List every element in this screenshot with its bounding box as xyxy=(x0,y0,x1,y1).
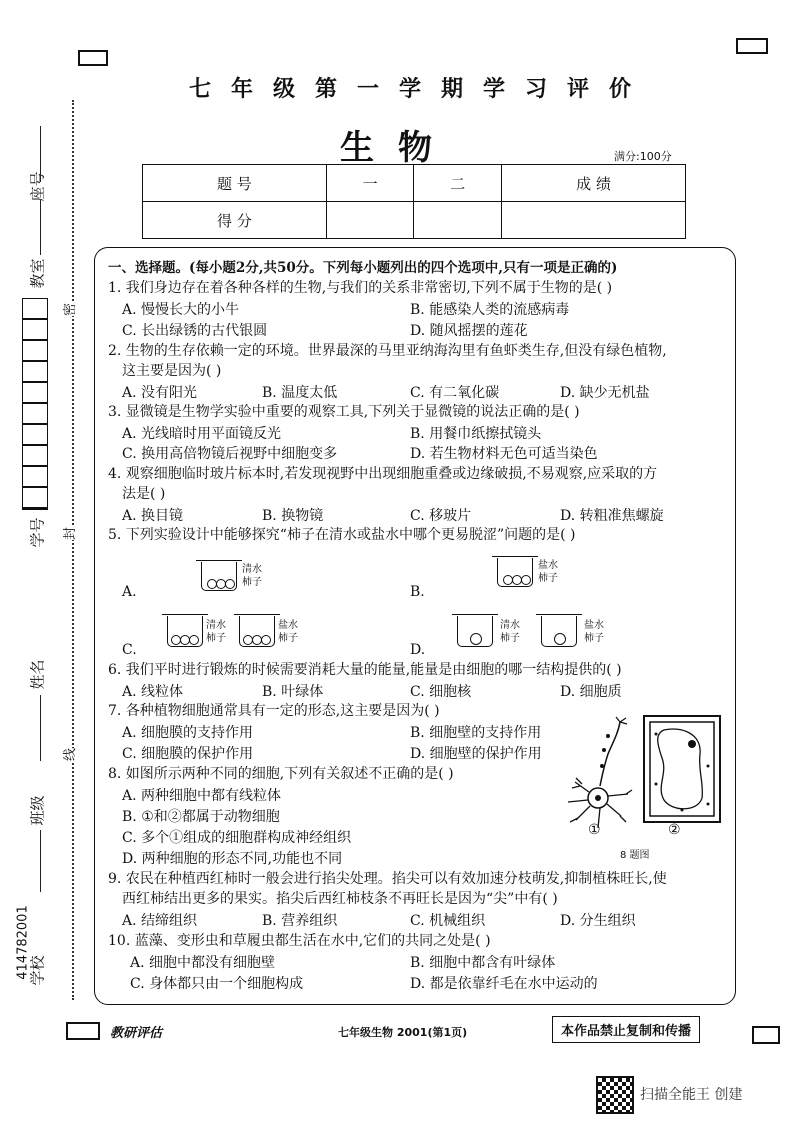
student-id-label: 学号 xyxy=(28,517,47,548)
q5-option-a[interactable]: A. xyxy=(122,584,137,600)
q9-option-b[interactable]: B. 营养组织 xyxy=(262,913,338,929)
school-label: 学校 xyxy=(28,955,47,986)
q4-stem: 4. 观察细胞临时玻片标本时,若发现视野中出现细胞重叠或边缘破损,不易观察,应采取的方 xyxy=(108,466,658,482)
q5b-label-salt: 盐水 xyxy=(538,560,558,571)
scanner-watermark: 扫描全能王 创建 xyxy=(640,1087,743,1103)
q8-figure-label-1: ① xyxy=(588,822,601,838)
score-table-cell: 二 xyxy=(414,165,502,202)
corner-box-bottom-left xyxy=(66,1022,100,1040)
corner-box-top-right xyxy=(736,38,768,54)
q2-stem-cont: 这主要是因为( ) xyxy=(122,363,222,379)
q5-figure-a xyxy=(196,560,276,594)
exam-code: 414782001 xyxy=(15,905,31,980)
score-table-cell: 成 绩 xyxy=(502,165,686,202)
q10-option-b[interactable]: B. 细胞中都含有叶绿体 xyxy=(410,955,556,971)
q9-stem-cont: 西红柿结出更多的果实。掐尖后西红柿枝条不再旺长是因为“尖”中有( ) xyxy=(122,891,558,907)
q5-figure-c xyxy=(162,614,312,654)
seal-mark-3: 线 xyxy=(59,748,78,761)
q5-figure-b xyxy=(492,556,572,590)
q3-option-a[interactable]: A. 光线暗时用平面镜反光 xyxy=(122,426,282,442)
classroom-label: 教室 xyxy=(28,258,47,289)
q3-option-c[interactable]: C. 换用高倍物镜后视野中细胞变多 xyxy=(122,446,338,462)
q5d-label-persimmon: 柿子 xyxy=(500,633,520,644)
footer-page-info: 七年级生物 2001(第1页) xyxy=(338,1026,468,1039)
q7-stem: 7. 各种植物细胞通常具有一定的形态,这主要是因为( ) xyxy=(108,703,440,719)
q3-stem: 3. 显微镜是生物学实验中重要的观察工具,下列关于显微镜的说法正确的是( ) xyxy=(108,404,580,420)
copyright-notice: 本作品禁止复制和传播 xyxy=(552,1016,700,1043)
class-label: 班级 xyxy=(28,795,47,826)
q5c-label-salt: 盐水 xyxy=(278,620,298,631)
q5a-label-water: 清水 xyxy=(242,564,262,575)
q6-stem: 6. 我们平时进行锻炼的时候需要消耗大量的能量,能量是由细胞的哪一结构提供的( ) xyxy=(108,662,622,678)
q5-option-c[interactable]: C. xyxy=(122,642,137,658)
q5c-label-persimmon: 柿子 xyxy=(206,633,226,644)
q1-option-d[interactable]: D. 随风摇摆的莲花 xyxy=(410,323,528,339)
q4-option-c[interactable]: C. 移玻片 xyxy=(410,508,472,524)
q8-figure xyxy=(560,714,730,864)
q6-option-b[interactable]: B. 叶绿体 xyxy=(262,684,324,700)
score-input-cell[interactable] xyxy=(502,202,686,239)
q9-stem: 9. 农民在种植西红柿时一般会进行掐尖处理。掐尖可以有效加速分枝萌发,抑制植株旺长,使 xyxy=(108,871,667,887)
q9-option-d[interactable]: D. 分生组织 xyxy=(560,913,636,929)
q5c-label-water: 清水 xyxy=(206,620,226,631)
q5-option-b[interactable]: B. xyxy=(410,584,425,600)
q9-option-c[interactable]: C. 机械组织 xyxy=(410,913,486,929)
q10-stem: 10. 蓝藻、变形虫和草履虫都生活在水中,它们的共同之处是( ) xyxy=(108,933,491,949)
q4-option-d[interactable]: D. 转粗准焦螺旋 xyxy=(560,508,664,524)
seal-line xyxy=(72,100,74,1000)
seat-no-line xyxy=(40,126,41,182)
seat-no-label: 座号 xyxy=(28,171,47,202)
q5-stem: 5. 下列实验设计中能够探究“柿子在清水或盐水中哪个更易脱涩”问题的是( ) xyxy=(108,527,576,543)
q1-option-b[interactable]: B. 能感染人类的流感病毒 xyxy=(410,302,570,318)
name-line xyxy=(40,695,41,761)
plant-cell-icon xyxy=(642,714,722,826)
q10-option-c[interactable]: C. 身体都只由一个细胞构成 xyxy=(130,976,304,992)
q10-option-d[interactable]: D. 都是依靠纤毛在水中运动的 xyxy=(410,976,598,992)
score-table xyxy=(142,164,686,239)
q5b-label-persimmon: 柿子 xyxy=(538,573,558,584)
full-score: 满分:100分 xyxy=(614,150,672,163)
q5a-label-persimmon: 柿子 xyxy=(242,577,262,588)
seal-mark-1: 密 xyxy=(59,303,78,316)
classroom-line xyxy=(40,200,41,255)
q1-option-c[interactable]: C. 长出绿锈的古代银圆 xyxy=(122,323,268,339)
qr-code-icon xyxy=(596,1076,634,1114)
q8-option-b[interactable]: B. ①和②都属于动物细胞 xyxy=(122,809,280,825)
q7-option-b[interactable]: B. 细胞壁的支持作用 xyxy=(410,725,542,741)
q5d-label-water: 清水 xyxy=(500,620,520,631)
q3-option-d[interactable]: D. 若生物材料无色可适当染色 xyxy=(410,446,598,462)
student-id-boxes xyxy=(22,298,48,510)
q6-option-d[interactable]: D. 细胞质 xyxy=(560,684,622,700)
q2-option-c[interactable]: C. 有二氧化碳 xyxy=(410,385,500,401)
class-line xyxy=(40,830,41,892)
score-table-row xyxy=(143,202,686,239)
q3-option-b[interactable]: B. 用餐巾纸擦拭镜头 xyxy=(410,426,542,442)
score-input-cell[interactable] xyxy=(326,202,414,239)
q2-stem: 2. 生物的生存依赖一定的环境。世界最深的马里亚纳海沟里有鱼虾类生存,但没有绿色植物, xyxy=(108,343,667,359)
q5-option-d[interactable]: D. xyxy=(410,642,426,658)
q5d-label-salt: 盐水 xyxy=(584,620,604,631)
q8-figure-caption: 8 题图 xyxy=(620,850,650,861)
q8-option-d[interactable]: D. 两种细胞的形态不同,功能也不同 xyxy=(122,851,343,867)
name-label: 姓名 xyxy=(28,659,47,690)
q5d-label-persimmon-2: 柿子 xyxy=(584,633,604,644)
q5c-label-persimmon-2: 柿子 xyxy=(278,633,298,644)
score-table-cell: 得 分 xyxy=(143,202,327,239)
q8-option-c[interactable]: C. 多个①组成的细胞群构成神经组织 xyxy=(122,830,352,846)
seal-mark-2: 封 xyxy=(59,527,78,540)
q7-option-a[interactable]: A. 细胞膜的支持作用 xyxy=(122,725,254,741)
corner-box-bottom-right xyxy=(752,1026,780,1044)
q6-option-c[interactable]: C. 细胞核 xyxy=(410,684,472,700)
q10-option-a[interactable]: A. 细胞中都没有细胞壁 xyxy=(130,955,276,971)
q2-option-a[interactable]: A. 没有阳光 xyxy=(122,385,198,401)
q2-option-b[interactable]: B. 温度太低 xyxy=(262,385,338,401)
section-heading: 一、选择题。(每小题2分,共50分。下列每小题列出的四个选项中,只有一项是正确的) xyxy=(108,260,618,276)
subject-title: 生物 xyxy=(340,128,456,168)
q4-option-a[interactable]: A. 换目镜 xyxy=(122,508,184,524)
corner-box-top-left xyxy=(78,50,108,66)
q2-option-d[interactable]: D. 缺少无机盐 xyxy=(560,385,650,401)
q8-option-a[interactable]: A. 两种细胞中都有线粒体 xyxy=(122,788,282,804)
q1-stem: 1. 我们身边存在着各种各样的生物,与我们的关系非常密切,下列不属于生物的是( ) xyxy=(108,280,613,296)
score-table-cell: 题 号 xyxy=(143,165,327,202)
q7-option-d[interactable]: D. 细胞壁的保护作用 xyxy=(410,746,542,762)
score-table-row xyxy=(143,165,686,202)
footer-left: 教研评估 xyxy=(110,1026,163,1041)
q7-option-c[interactable]: C. 细胞膜的保护作用 xyxy=(122,746,254,762)
neuron-cell-icon xyxy=(560,714,640,834)
exam-title: 七年级第一学期学习评价 xyxy=(188,76,651,102)
q1-option-a[interactable]: A. 慢慢长大的小牛 xyxy=(122,302,240,318)
q8-stem: 8. 如图所示两种不同的细胞,下列有关叙述不正确的是( ) xyxy=(108,766,454,782)
q9-option-a[interactable]: A. 结缔组织 xyxy=(122,913,198,929)
q6-option-a[interactable]: A. 线粒体 xyxy=(122,684,184,700)
q4-stem-cont: 法是( ) xyxy=(122,486,166,502)
q5-figure-d xyxy=(452,614,612,654)
score-table-cell: 一 xyxy=(326,165,414,202)
q4-option-b[interactable]: B. 换物镜 xyxy=(262,508,324,524)
score-input-cell[interactable] xyxy=(414,202,502,239)
q8-figure-label-2: ② xyxy=(668,822,681,838)
